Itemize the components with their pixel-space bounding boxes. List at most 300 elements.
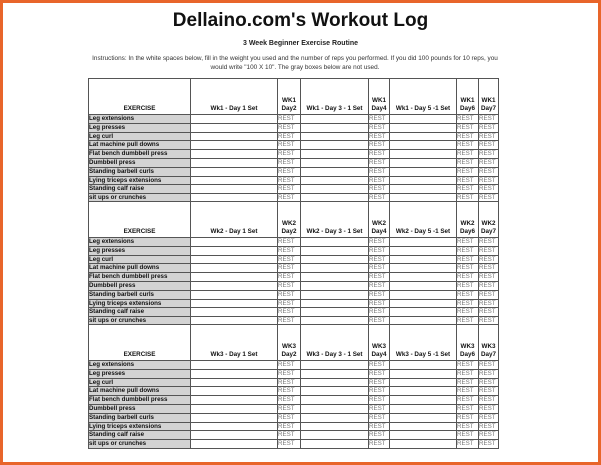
header-day2 <box>278 202 301 238</box>
day3-entry-cell[interactable] <box>301 123 369 132</box>
day2-rest-cell: REST <box>278 132 301 141</box>
workout-table <box>88 324 499 449</box>
day5-entry-cell[interactable] <box>390 440 457 449</box>
day1-entry-cell[interactable] <box>191 422 278 431</box>
day7-rest-cell: REST <box>479 317 499 326</box>
day5-entry-cell[interactable] <box>390 185 457 194</box>
day1-entry-cell[interactable] <box>191 158 278 167</box>
day1-entry-cell[interactable] <box>191 185 278 194</box>
header-day5: Wk1 - Day 5 -1 Set <box>390 79 457 115</box>
header-day5: Wk2 - Day 5 -1 Set <box>390 202 457 238</box>
header-row <box>89 79 499 115</box>
day7-rest-cell: REST <box>479 369 499 378</box>
day7-rest-cell: REST <box>479 290 499 299</box>
day6-rest-cell: REST <box>457 440 479 449</box>
day2-rest-cell: REST <box>278 290 301 299</box>
day1-entry-cell[interactable] <box>191 369 278 378</box>
exercise-name: Standing barbell curls <box>89 167 191 176</box>
day5-entry-cell[interactable] <box>390 404 457 413</box>
day7-rest-cell: REST <box>479 413 499 422</box>
day5-entry-cell[interactable] <box>390 299 457 308</box>
day3-entry-cell[interactable] <box>301 273 369 282</box>
day6-rest-cell: REST <box>457 238 479 247</box>
day6-rest-cell: REST <box>457 115 479 124</box>
day7-rest-cell: REST <box>479 141 499 150</box>
day7-rest-cell: REST <box>479 431 499 440</box>
exercise-name: Leg extensions <box>89 115 191 124</box>
day3-entry-cell[interactable] <box>301 176 369 185</box>
exercise-name: Flat bench dumbbell press <box>89 396 191 405</box>
day7-rest-cell: REST <box>479 176 499 185</box>
day2-rest-cell: REST <box>278 194 301 203</box>
day7-rest-cell: REST <box>479 281 499 290</box>
exercise-name: Flat bench dumbbell press <box>89 150 191 159</box>
day2-rest-cell: REST <box>278 396 301 405</box>
page-title: Dellaino.com's Workout Log <box>172 10 429 31</box>
table-row <box>89 246 499 255</box>
table-row <box>89 281 499 290</box>
table-row <box>89 185 499 194</box>
exercise-name: Lat machine pull downs <box>89 141 191 150</box>
exercise-name: Standing barbell curls <box>89 290 191 299</box>
day6-rest-cell: REST <box>457 123 479 132</box>
table-row <box>89 264 499 273</box>
day1-entry-cell[interactable] <box>191 281 278 290</box>
header-day6-day: Day6 <box>459 228 476 235</box>
exercise-name: Standing barbell curls <box>89 413 191 422</box>
day3-entry-cell[interactable] <box>301 431 369 440</box>
day4-rest-cell: REST <box>369 413 390 422</box>
day2-rest-cell: REST <box>278 369 301 378</box>
day2-rest-cell: REST <box>278 413 301 422</box>
header-day4-week: WK2 <box>372 220 386 227</box>
header-day6-week: WK1 <box>460 97 475 104</box>
header-day6 <box>457 202 479 238</box>
day2-rest-cell: REST <box>278 378 301 387</box>
exercise-name: Standing calf raise <box>89 431 191 440</box>
day3-entry-cell[interactable] <box>301 378 369 387</box>
day4-rest-cell: REST <box>369 150 390 159</box>
exercise-name: sit ups or crunches <box>89 317 191 326</box>
header-day5: Wk3 - Day 5 -1 Set <box>390 325 457 361</box>
table-row <box>89 255 499 264</box>
header-day4 <box>369 202 390 238</box>
day6-rest-cell: REST <box>457 413 479 422</box>
day7-rest-cell: REST <box>479 387 499 396</box>
day3-entry-cell[interactable] <box>301 281 369 290</box>
day7-rest-cell: REST <box>479 299 499 308</box>
day5-entry-cell[interactable] <box>390 246 457 255</box>
day5-entry-cell[interactable] <box>390 422 457 431</box>
day2-rest-cell: REST <box>278 141 301 150</box>
day7-rest-cell: REST <box>479 308 499 317</box>
table-row <box>89 123 499 132</box>
day1-entry-cell[interactable] <box>191 273 278 282</box>
day5-entry-cell[interactable] <box>390 255 457 264</box>
day6-rest-cell: REST <box>457 246 479 255</box>
day4-rest-cell: REST <box>369 396 390 405</box>
day6-rest-cell: REST <box>457 281 479 290</box>
day4-rest-cell: REST <box>369 238 390 247</box>
day5-entry-cell[interactable] <box>390 141 457 150</box>
workout-table <box>88 201 499 326</box>
day5-entry-cell[interactable] <box>390 273 457 282</box>
week-2-table <box>88 201 498 326</box>
exercise-name: Leg curl <box>89 255 191 264</box>
day6-rest-cell: REST <box>457 132 479 141</box>
day6-rest-cell: REST <box>457 317 479 326</box>
day7-rest-cell: REST <box>479 150 499 159</box>
day6-rest-cell: REST <box>457 255 479 264</box>
exercise-name: Leg extensions <box>89 238 191 247</box>
header-day3: Wk2 - Day 3 - 1 Set <box>301 202 369 238</box>
day3-entry-cell[interactable] <box>301 238 369 247</box>
day4-rest-cell: REST <box>369 255 390 264</box>
table-row <box>89 378 499 387</box>
day4-rest-cell: REST <box>369 361 390 370</box>
day1-entry-cell[interactable] <box>191 404 278 413</box>
header-day6 <box>457 79 479 115</box>
day1-entry-cell[interactable] <box>191 290 278 299</box>
day5-entry-cell[interactable] <box>390 387 457 396</box>
day5-entry-cell[interactable] <box>390 176 457 185</box>
day7-rest-cell: REST <box>479 404 499 413</box>
day1-entry-cell[interactable] <box>191 431 278 440</box>
day6-rest-cell: REST <box>457 396 479 405</box>
day2-rest-cell: REST <box>278 176 301 185</box>
day6-rest-cell: REST <box>457 404 479 413</box>
day1-entry-cell[interactable] <box>191 246 278 255</box>
day6-rest-cell: REST <box>457 378 479 387</box>
day6-rest-cell: REST <box>457 273 479 282</box>
day2-rest-cell: REST <box>278 440 301 449</box>
table-row <box>89 404 499 413</box>
table-row <box>89 431 499 440</box>
day7-rest-cell: REST <box>479 422 499 431</box>
day5-entry-cell[interactable] <box>390 431 457 440</box>
day1-entry-cell[interactable] <box>191 123 278 132</box>
day4-rest-cell: REST <box>369 387 390 396</box>
day5-entry-cell[interactable] <box>390 369 457 378</box>
day2-rest-cell: REST <box>278 246 301 255</box>
day5-entry-cell[interactable] <box>390 378 457 387</box>
day4-rest-cell: REST <box>369 440 390 449</box>
day2-rest-cell: REST <box>278 299 301 308</box>
header-day7-week: WK3 <box>481 343 496 350</box>
header-day6-week: WK3 <box>460 343 475 350</box>
day3-entry-cell[interactable] <box>301 369 369 378</box>
exercise-name: Standing calf raise <box>89 185 191 194</box>
table-row <box>89 422 499 431</box>
header-day4-week: WK1 <box>372 97 386 104</box>
table-row <box>89 176 499 185</box>
day7-rest-cell: REST <box>479 167 499 176</box>
day3-entry-cell[interactable] <box>301 264 369 273</box>
day3-entry-cell[interactable] <box>301 387 369 396</box>
header-day7 <box>479 202 499 238</box>
day3-entry-cell[interactable] <box>301 422 369 431</box>
exercise-name: Lying triceps extensions <box>89 422 191 431</box>
day5-entry-cell[interactable] <box>390 150 457 159</box>
day3-entry-cell[interactable] <box>301 246 369 255</box>
header-day3: Wk1 - Day 3 - 1 Set <box>301 79 369 115</box>
day1-entry-cell[interactable] <box>191 255 278 264</box>
header-day2-week: WK1 <box>282 97 296 104</box>
day5-entry-cell[interactable] <box>390 123 457 132</box>
day5-entry-cell[interactable] <box>390 158 457 167</box>
day2-rest-cell: REST <box>278 281 301 290</box>
day5-entry-cell[interactable] <box>390 361 457 370</box>
table-row <box>89 273 499 282</box>
day6-rest-cell: REST <box>457 264 479 273</box>
header-day6-day: Day6 <box>459 105 476 112</box>
day4-rest-cell: REST <box>369 246 390 255</box>
table-row <box>89 413 499 422</box>
day1-entry-cell[interactable] <box>191 413 278 422</box>
exercise-name: Lat machine pull downs <box>89 264 191 273</box>
day2-rest-cell: REST <box>278 431 301 440</box>
header-day2-week: WK3 <box>282 343 296 350</box>
day5-entry-cell[interactable] <box>390 132 457 141</box>
table-row <box>89 387 499 396</box>
day5-entry-cell[interactable] <box>390 281 457 290</box>
day6-rest-cell: REST <box>457 431 479 440</box>
header-day4-day: Day4 <box>371 228 387 235</box>
exercise-name: Flat bench dumbbell press <box>89 273 191 282</box>
day1-entry-cell[interactable] <box>191 396 278 405</box>
header-day4-day: Day4 <box>371 351 387 358</box>
day6-rest-cell: REST <box>457 290 479 299</box>
day3-entry-cell[interactable] <box>301 167 369 176</box>
day2-rest-cell: REST <box>278 264 301 273</box>
day4-rest-cell: REST <box>369 158 390 167</box>
table-row <box>89 132 499 141</box>
day3-entry-cell[interactable] <box>301 299 369 308</box>
day3-entry-cell[interactable] <box>301 413 369 422</box>
day1-entry-cell[interactable] <box>191 115 278 124</box>
header-day2 <box>278 79 301 115</box>
day3-entry-cell[interactable] <box>301 115 369 124</box>
table-row <box>89 141 499 150</box>
day3-entry-cell[interactable] <box>301 132 369 141</box>
header-day2-week: WK2 <box>282 220 296 227</box>
day4-rest-cell: REST <box>369 264 390 273</box>
day5-entry-cell[interactable] <box>390 396 457 405</box>
day4-rest-cell: REST <box>369 422 390 431</box>
day2-rest-cell: REST <box>278 273 301 282</box>
day4-rest-cell: REST <box>369 281 390 290</box>
day7-rest-cell: REST <box>479 158 499 167</box>
day6-rest-cell: REST <box>457 361 479 370</box>
day1-entry-cell[interactable] <box>191 238 278 247</box>
header-day7 <box>479 325 499 361</box>
day1-entry-cell[interactable] <box>191 440 278 449</box>
header-day6-week: WK2 <box>460 220 475 227</box>
day2-rest-cell: REST <box>278 255 301 264</box>
day2-rest-cell: REST <box>278 185 301 194</box>
day1-entry-cell[interactable] <box>191 264 278 273</box>
day7-rest-cell: REST <box>479 255 499 264</box>
day3-entry-cell[interactable] <box>301 396 369 405</box>
workout-table <box>88 78 499 203</box>
day4-rest-cell: REST <box>369 317 390 326</box>
day4-rest-cell: REST <box>369 115 390 124</box>
day4-rest-cell: REST <box>369 290 390 299</box>
day4-rest-cell: REST <box>369 167 390 176</box>
exercise-name: Dumbbell press <box>89 158 191 167</box>
day4-rest-cell: REST <box>369 185 390 194</box>
header-day1: Wk2 - Day 1 Set <box>191 202 278 238</box>
exercise-name: Leg curl <box>89 132 191 141</box>
day4-rest-cell: REST <box>369 273 390 282</box>
table-row <box>89 115 499 124</box>
table-row <box>89 308 499 317</box>
exercise-name: Leg presses <box>89 123 191 132</box>
day5-entry-cell[interactable] <box>390 238 457 247</box>
page-subtitle: 3 Week Beginner Exercise Routine <box>242 40 359 47</box>
header-day1: Wk1 - Day 1 Set <box>191 79 278 115</box>
exercise-name: Lying triceps extensions <box>89 176 191 185</box>
day7-rest-cell: REST <box>479 246 499 255</box>
day4-rest-cell: REST <box>369 308 390 317</box>
week-3-table <box>88 324 498 449</box>
day3-entry-cell[interactable] <box>301 150 369 159</box>
header-day7-day: Day7 <box>480 228 497 235</box>
day4-rest-cell: REST <box>369 431 390 440</box>
table-row <box>89 299 499 308</box>
day6-rest-cell: REST <box>457 369 479 378</box>
day4-rest-cell: REST <box>369 378 390 387</box>
header-day4 <box>369 79 390 115</box>
day5-entry-cell[interactable] <box>390 290 457 299</box>
day4-rest-cell: REST <box>369 141 390 150</box>
day3-entry-cell[interactable] <box>301 361 369 370</box>
day6-rest-cell: REST <box>457 185 479 194</box>
day3-entry-cell[interactable] <box>301 255 369 264</box>
exercise-name: Leg presses <box>89 369 191 378</box>
day7-rest-cell: REST <box>479 115 499 124</box>
day3-entry-cell[interactable] <box>301 404 369 413</box>
day5-entry-cell[interactable] <box>390 308 457 317</box>
day4-rest-cell: REST <box>369 176 390 185</box>
day1-entry-cell[interactable] <box>191 176 278 185</box>
day6-rest-cell: REST <box>457 194 479 203</box>
day7-rest-cell: REST <box>479 123 499 132</box>
day6-rest-cell: REST <box>457 158 479 167</box>
table-row <box>89 290 499 299</box>
day6-rest-cell: REST <box>457 422 479 431</box>
header-exercise: EXERCISE <box>89 325 191 361</box>
day2-rest-cell: REST <box>278 167 301 176</box>
day7-rest-cell: REST <box>479 238 499 247</box>
day1-entry-cell[interactable] <box>191 132 278 141</box>
day6-rest-cell: REST <box>457 176 479 185</box>
day1-entry-cell[interactable] <box>191 141 278 150</box>
day2-rest-cell: REST <box>278 150 301 159</box>
day2-rest-cell: REST <box>278 387 301 396</box>
table-row <box>89 361 499 370</box>
exercise-name: Lying triceps extensions <box>89 299 191 308</box>
exercise-name: sit ups or crunches <box>89 194 191 203</box>
day6-rest-cell: REST <box>457 308 479 317</box>
day7-rest-cell: REST <box>479 440 499 449</box>
day6-rest-cell: REST <box>457 167 479 176</box>
header-day3: Wk3 - Day 3 - 1 Set <box>301 325 369 361</box>
day2-rest-cell: REST <box>278 361 301 370</box>
day2-rest-cell: REST <box>278 115 301 124</box>
day3-entry-cell[interactable] <box>301 141 369 150</box>
day1-entry-cell[interactable] <box>191 378 278 387</box>
day6-rest-cell: REST <box>457 141 479 150</box>
header-day7-day: Day7 <box>480 351 497 358</box>
exercise-name: Leg extensions <box>89 361 191 370</box>
day5-entry-cell[interactable] <box>390 413 457 422</box>
day7-rest-cell: REST <box>479 273 499 282</box>
day2-rest-cell: REST <box>278 317 301 326</box>
day3-entry-cell[interactable] <box>301 290 369 299</box>
day3-entry-cell[interactable] <box>301 308 369 317</box>
day4-rest-cell: REST <box>369 123 390 132</box>
header-day7-day: Day7 <box>480 105 497 112</box>
day1-entry-cell[interactable] <box>191 299 278 308</box>
day1-entry-cell[interactable] <box>191 361 278 370</box>
header-day4-week: WK3 <box>372 343 386 350</box>
exercise-name: sit ups or crunches <box>89 440 191 449</box>
day1-entry-cell[interactable] <box>191 167 278 176</box>
day3-entry-cell[interactable] <box>301 440 369 449</box>
day6-rest-cell: REST <box>457 299 479 308</box>
day4-rest-cell: REST <box>369 299 390 308</box>
day2-rest-cell: REST <box>278 158 301 167</box>
header-day1: Wk3 - Day 1 Set <box>191 325 278 361</box>
day4-rest-cell: REST <box>369 132 390 141</box>
header-row <box>89 325 499 361</box>
header-day4-day: Day4 <box>371 105 387 112</box>
table-row <box>89 167 499 176</box>
table-row <box>89 369 499 378</box>
header-exercise: EXERCISE <box>89 79 191 115</box>
header-day2 <box>278 325 301 361</box>
day3-entry-cell[interactable] <box>301 158 369 167</box>
day5-entry-cell[interactable] <box>390 167 457 176</box>
day2-rest-cell: REST <box>278 422 301 431</box>
day4-rest-cell: REST <box>369 194 390 203</box>
day7-rest-cell: REST <box>479 194 499 203</box>
table-row <box>89 238 499 247</box>
day7-rest-cell: REST <box>479 185 499 194</box>
exercise-name: Dumbbell press <box>89 404 191 413</box>
table-row <box>89 396 499 405</box>
header-day6 <box>457 325 479 361</box>
header-day6-day: Day6 <box>459 351 476 358</box>
header-exercise: EXERCISE <box>89 202 191 238</box>
day5-entry-cell[interactable] <box>390 264 457 273</box>
day1-entry-cell[interactable] <box>191 150 278 159</box>
day1-entry-cell[interactable] <box>191 308 278 317</box>
day2-rest-cell: REST <box>278 308 301 317</box>
day7-rest-cell: REST <box>479 378 499 387</box>
day7-rest-cell: REST <box>479 396 499 405</box>
header-day7-week: WK1 <box>481 97 496 104</box>
day5-entry-cell[interactable] <box>390 115 457 124</box>
table-row <box>89 158 499 167</box>
day3-entry-cell[interactable] <box>301 185 369 194</box>
day1-entry-cell[interactable] <box>191 387 278 396</box>
exercise-name: Leg curl <box>89 378 191 387</box>
exercise-name: Standing calf raise <box>89 308 191 317</box>
day7-rest-cell: REST <box>479 264 499 273</box>
day2-rest-cell: REST <box>278 238 301 247</box>
